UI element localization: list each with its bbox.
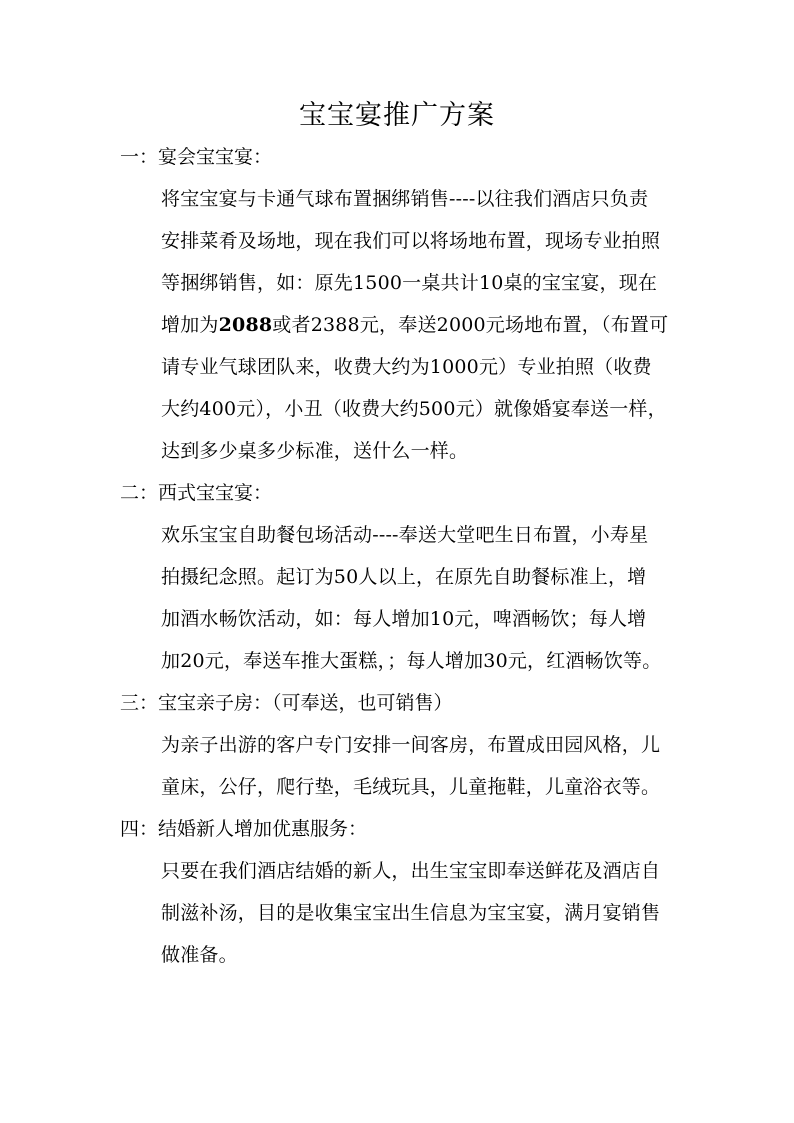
paragraph-line: 达到多少桌多少标准，送什么一样。 [161,440,469,462]
paragraph-line [161,310,681,340]
paragraph-line: 请专业气球团队来，收费大约为1000元）专业拍照（收费 [161,356,652,378]
section-heading-3: 三：宝宝亲子房：（可奉送，也可销售） [120,692,453,714]
paragraph-line: 欢乐宝宝自助餐包场活动----奉送大堂吧生日布置，小寿星 [161,524,649,546]
paragraph-text: 增加为 [161,314,219,336]
paragraph-line: 童床，公仔，爬行垫，毛绒玩具，儿童拖鞋，儿童浴衣等。 [161,776,661,798]
bold-number: 2088 [218,314,273,336]
paragraph-line: 将宝宝宴与卡通气球布置捆绑销售----以往我们酒店只负责 [161,188,649,210]
paragraph-line: 等捆绑销售，如：原先1500一桌共计10桌的宝宝宴，现在 [161,272,658,294]
paragraph-line: 安排菜肴及场地，现在我们可以将场地布置，现场专业拍照 [161,230,661,252]
section-heading-1: 一：宴会宝宝宴： [120,146,273,168]
paragraph-line: 为亲子出游的客户专门安排一间客房，布置成田园风格，儿 [161,734,661,756]
section-heading-4: 四：结婚新人增加优惠服务： [120,818,368,840]
paragraph-line: 加酒水畅饮活动，如：每人增加10元，啤酒畅饮；每人增 [161,608,647,630]
paragraph-line: 拍摄纪念照。起订为50人以上，在原先自助餐标准上，增 [161,566,647,588]
paragraph-text: 或者2388元，奉送2000元场地布置，（布置可 [272,314,669,336]
paragraph-line: 大约400元），小丑（收费大约500元）就像婚宴奉送一样， [161,398,667,420]
paragraph-line: 加20元，奉送车推大蛋糕，；每人增加30元，红酒畅饮等。 [161,650,662,672]
paragraph-line: 制滋补汤，目的是收集宝宝出生信息为宝宝宴，满月宴销售 [161,902,661,924]
section-heading-2: 二：西式宝宝宴： [120,482,273,504]
paragraph-line: 只要在我们酒店结婚的新人，出生宝宝即奉送鲜花及酒店自 [161,860,661,882]
page-title: 宝宝宴推广方案 [299,100,495,131]
paragraph-line: 做准备。 [161,944,238,966]
